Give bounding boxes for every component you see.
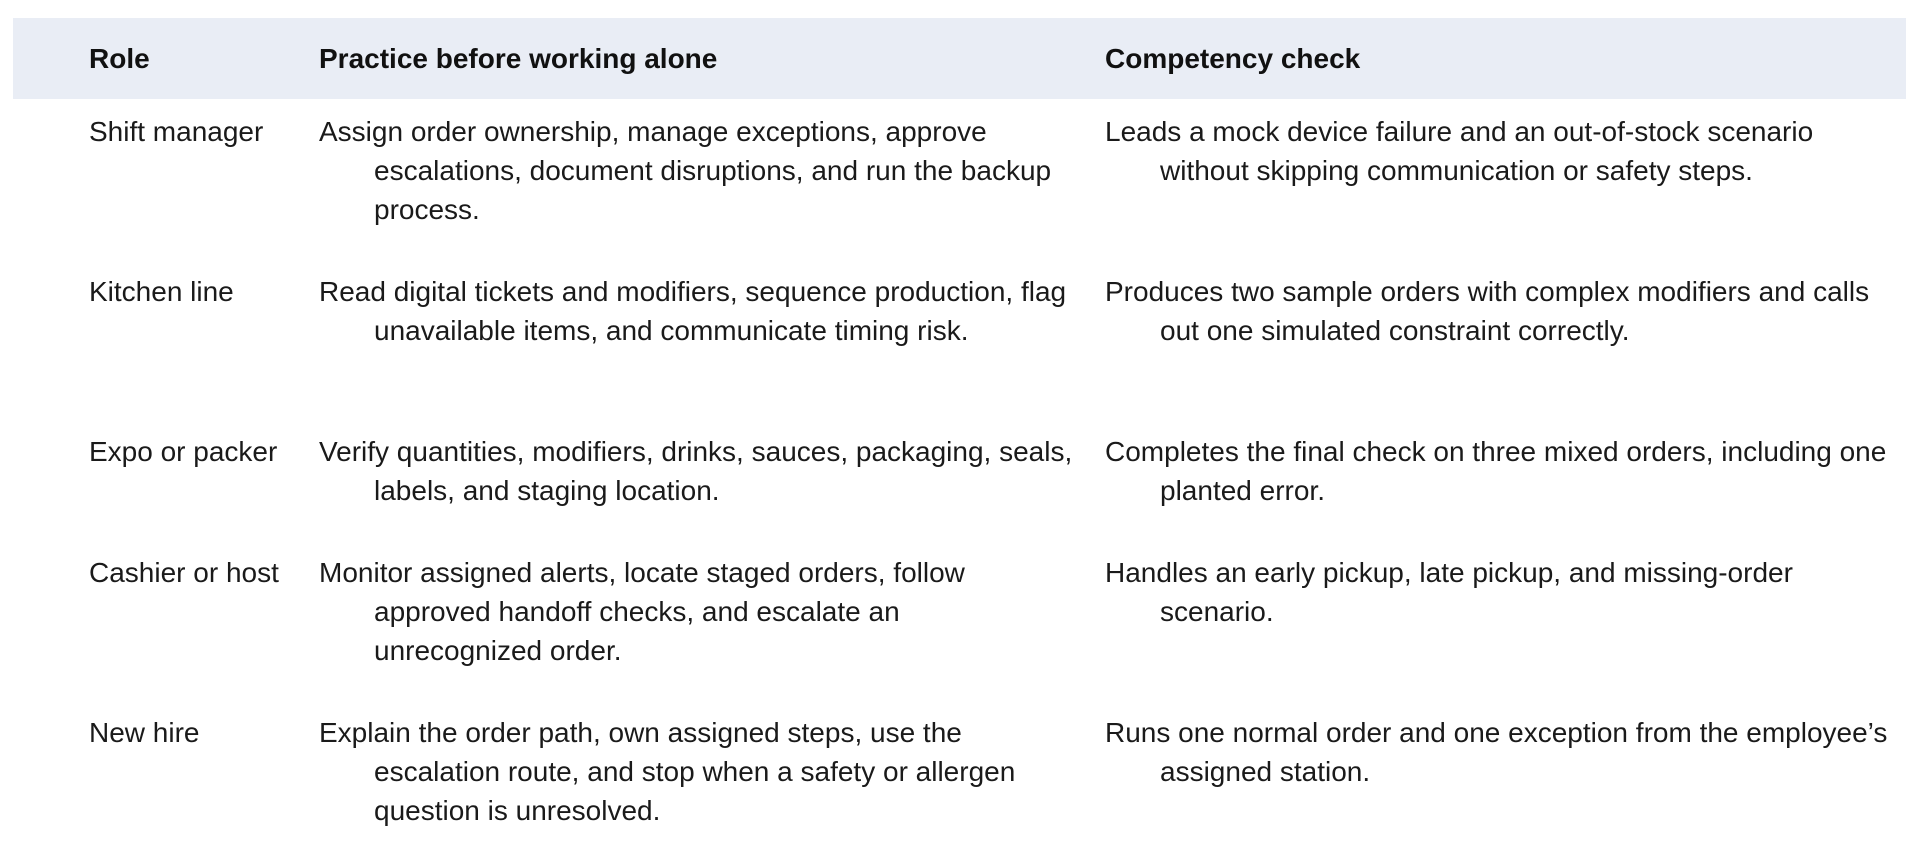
- practice-cell: [319, 259, 1105, 419]
- practice-cell: [319, 99, 1105, 259]
- competency-check-text: Leads a mock device failure and an out-of-stock scenario without skipping communication or safety steps.: [1105, 116, 1814, 186]
- practice-cell: [319, 700, 1105, 840]
- header-row: [13, 18, 1906, 99]
- competency-check-text: Produces two sample orders with complex modifiers and calls out one simulated constraint correctly.: [1105, 276, 1870, 346]
- competency-check-cell: [1105, 700, 1906, 840]
- role-cell: Shift manager: [89, 116, 264, 147]
- role-cell: Expo or packer: [89, 436, 278, 467]
- practice-text: Read digital tickets and modifiers, sequence production, flag unavailable items, and communicate timing risk.: [319, 276, 1067, 346]
- role-cell: New hire: [89, 717, 200, 748]
- table-row: [13, 419, 1906, 540]
- practice-text: Verify quantities, modifiers, drinks, sauces, packaging, seals, labels, and staging location.: [319, 436, 1073, 506]
- header-competency-check: Competency check: [1105, 18, 1906, 99]
- practice-text: Assign order ownership, manage exceptions, approve escalations, document disruptions, and run the backup process.: [319, 116, 1052, 225]
- competency-check-text: Completes the final check on three mixed orders, including one planted error.: [1105, 436, 1887, 506]
- header-practice: Practice before working alone: [319, 18, 1105, 99]
- table-body: [13, 99, 1906, 840]
- competency-check-cell: [1105, 419, 1906, 540]
- role-cell: Kitchen line: [89, 276, 234, 307]
- competency-check-text: Runs one normal order and one exception from the employee’s assigned station.: [1105, 717, 1888, 787]
- training-table: [13, 18, 1906, 840]
- practice-cell: [319, 419, 1105, 540]
- training-table-container: [13, 18, 1906, 840]
- table-header: [13, 18, 1906, 99]
- practice-text: Explain the order path, own assigned steps, use the escalation route, and stop when a safety or allergen question is unresolved.: [319, 717, 1016, 826]
- competency-check-cell: [1105, 540, 1906, 700]
- competency-check-cell: [1105, 99, 1906, 259]
- table-row: [13, 540, 1906, 700]
- table-row: [13, 259, 1906, 419]
- table-row: [13, 99, 1906, 259]
- competency-check-cell: [1105, 259, 1906, 419]
- practice-text: Monitor assigned alerts, locate staged orders, follow approved handoff checks, and escalate an unrecognized order.: [319, 557, 965, 666]
- table-row: [13, 700, 1906, 840]
- header-role: Role: [13, 18, 319, 99]
- practice-cell: [319, 540, 1105, 700]
- competency-check-text: Handles an early pickup, late pickup, and missing-order scenario.: [1105, 557, 1793, 627]
- role-cell: Cashier or host: [89, 557, 279, 588]
